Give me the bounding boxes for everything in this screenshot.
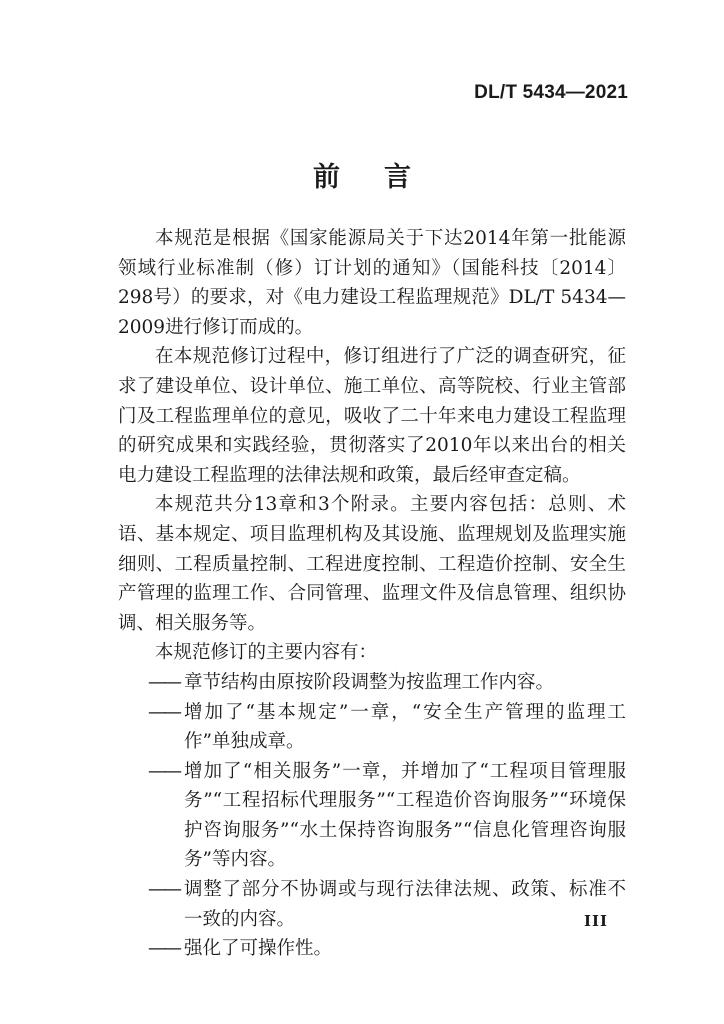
page-number: III xyxy=(583,912,608,930)
list-dash: —— xyxy=(148,938,179,960)
list-item-text: 调整了部分不协调或与现行法律法规、政策、标准不一致的内容。 xyxy=(184,879,626,930)
section-title: 前言 xyxy=(313,162,455,193)
list-item xyxy=(118,934,626,964)
paragraph: 本规范是根据《国家能源局关于下达2014年第一批能源领域行业标准制（修）订计划的通知》（国能科技〔2014〕298号）的要求，对《电力建设工程监理规范》DL/T 5434—2009进行修订而成的。 xyxy=(118,228,626,338)
list-item-text: 章节结构由原按阶段调整为按监理工作内容。 xyxy=(184,671,555,693)
list-item xyxy=(118,698,626,757)
paragraph: 在本规范修订过程中，修订组进行了广泛的调查研究，征求了建设单位、设计单位、施工单位、高等院校、行业主管部门及工程监理单位的意见，吸收了二十年来电力建设工程监理的研究成果和实践经验，贯彻落实了2010年以来出台的相关电力建设工程监理的法律法规和政策，最后经审查定稿。 xyxy=(118,346,626,486)
list-item-text: 增加了“相关服务”一章，并增加了“工程项目管理服务”“工程招标代理服务”“工程造价咨询服务”“环境保护咨询服务”“水土保持咨询服务”“信息化管理咨询服务”等内容。 xyxy=(184,760,626,871)
list-item-text: 增加了“基本规定”一章，“安全生产管理的监理工作”单独成章。 xyxy=(184,701,626,753)
paragraph: 本规范共分13章和3个附录。主要内容包括：总则、术语、基本规定、项目监理机构及其设施、监理规划及监理实施细则、工程质量控制、工程进度控制、工程造价控制、安全生产管理的监理工作、合同管理、监理文件及信息管理、组织协调、相关服务等。 xyxy=(118,494,626,634)
standard-code: DL/T 5434—2021 xyxy=(474,82,628,103)
list-item xyxy=(118,668,626,698)
list-dash: —— xyxy=(148,879,179,901)
revision-list xyxy=(118,668,626,964)
list-item xyxy=(118,875,626,934)
list-dash: —— xyxy=(148,760,179,782)
preface-body xyxy=(118,224,626,964)
list-dash: —— xyxy=(148,701,179,723)
paragraph: 本规范修订的主要内容有： xyxy=(155,642,378,664)
list-dash: —— xyxy=(148,671,179,693)
list-item-text: 强化了可操作性。 xyxy=(184,938,333,960)
list-item xyxy=(118,757,626,875)
